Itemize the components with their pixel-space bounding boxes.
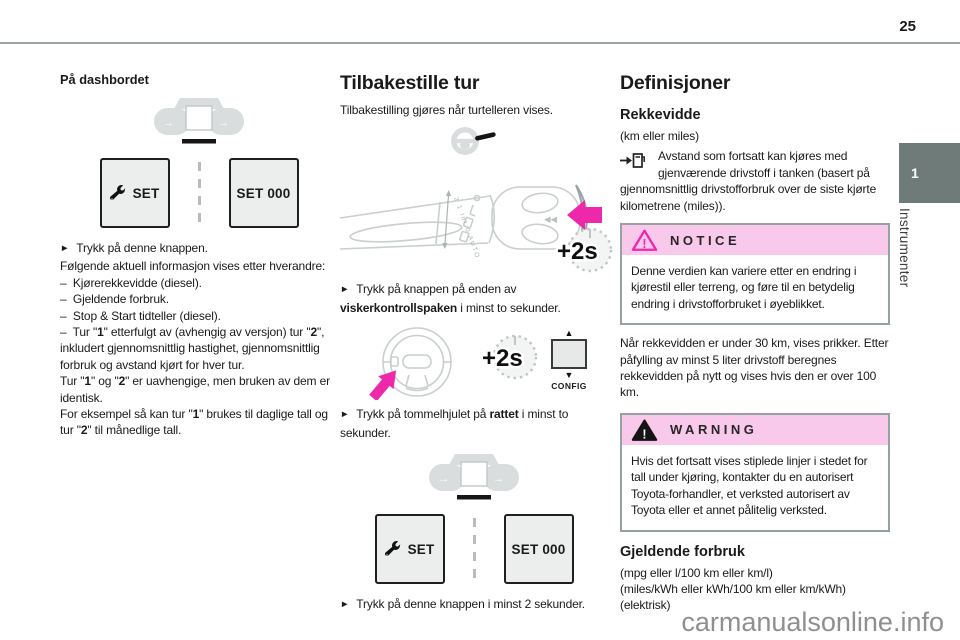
up-arrow-icon: ▲ <box>564 328 574 339</box>
text-segment: Trykk på tommelhjulet på <box>356 407 490 422</box>
right-dial-arrow: → <box>493 473 504 486</box>
subheading-current-consumption: Gjeldende forbruk <box>620 543 745 560</box>
wrench-icon <box>385 541 401 557</box>
paragraph-range-dots: Når rekkevidden er under 30 km, vises prikker. Etter påfylling av minst 5 liter drivstoff beregnes rekkevidden på nytt og vises hvis den er over 100 km. <box>620 336 889 400</box>
dashed-divider <box>473 518 476 580</box>
set-000-label: SET 000 <box>236 185 291 201</box>
config-label: CONFIG <box>551 381 587 392</box>
notice-header <box>622 225 888 255</box>
down-arrow-icon: ▼ <box>564 370 574 381</box>
step-press-button <box>60 240 338 258</box>
text-segment: " og " <box>90 374 119 389</box>
text-segment: Trykk på knappen på enden av <box>356 282 517 297</box>
set-000-button <box>229 158 299 228</box>
text-segment-bold: 2 <box>118 374 126 389</box>
left-column <box>60 72 338 439</box>
triangle-bullet: ► <box>340 284 350 296</box>
right-dial-arrow: → <box>218 117 229 129</box>
text-segment-bold: 2 <box>80 423 88 438</box>
paragraph-independent-trips <box>60 373 338 406</box>
exclaim-glyph: ! <box>642 237 647 252</box>
triangle-bullet: ► <box>340 599 350 611</box>
left-dial-arrow: → <box>163 117 174 129</box>
right-column <box>620 72 890 614</box>
text-segment: Tur " <box>60 374 85 389</box>
text-segment: " til månedlige tall. <box>87 423 182 438</box>
step-wiper-stalk <box>340 281 608 316</box>
left-dial-arrow: → <box>438 473 449 486</box>
warning-title: WARNING <box>670 422 758 438</box>
timer-2s-badge <box>479 330 539 389</box>
set-000-button <box>504 514 574 584</box>
watermark: carmanualsonline.info <box>681 607 944 637</box>
step-press-2s <box>340 596 608 614</box>
steering-wheel-figure <box>340 324 608 400</box>
paragraph-example <box>60 406 338 439</box>
text-segment: " brukes til daglige tall og tur " <box>60 407 332 438</box>
wrench-icon <box>110 185 126 201</box>
consumption-units-2: (miles/kWh eller kWh/100 km eller km/kWh) <box>620 581 846 596</box>
notice-title: NOTICE <box>670 232 741 248</box>
plus-2s-label: +2s <box>557 238 598 266</box>
text-segment-bold: 1 <box>97 325 104 340</box>
set-label: SET <box>407 541 435 557</box>
paragraph-intro: Følgende aktuell informasjon vises etter hverandre: <box>60 259 326 274</box>
text-segment: ", inkludert gjennomsnittlig hastighet, gjennomsnittlig forbruk og avstand kjørt for hver tur. <box>60 325 328 372</box>
rewind-glyph: ◀◀ <box>544 214 558 225</box>
set-button-with-wrench <box>375 514 445 584</box>
text-segment-bold: 1 <box>84 374 91 389</box>
set-buttons-row <box>340 514 608 584</box>
chapter-label-vertical: Instrumenter <box>897 208 912 288</box>
dashed-divider <box>198 162 201 224</box>
warning-triangle-icon <box>631 418 658 442</box>
warning-body: Hvis det fortsatt vises stiplede linjer i stedet for tall under kjøring, kontakter du en autorisert Toyota-forhandler, et verksted autorisert av Toyota eller et annet pålitelig verksted. <box>631 453 868 518</box>
text-segment-bold: 1 <box>192 407 200 422</box>
paragraph-trip-1-2 <box>60 324 338 373</box>
exclaim-glyph: ! <box>642 427 647 442</box>
middle-column <box>340 72 608 614</box>
section-heading-reset-trip: Tilbakestille tur <box>340 72 480 94</box>
list-item: – Kjørerekkevidde (diesel). <box>60 275 202 290</box>
set-label: SET <box>132 185 160 201</box>
wiper-stalk-figure <box>340 165 608 267</box>
range-units: (km eller miles) <box>620 129 699 143</box>
text-segment: " etterfulgt av (avhengig av versjon) tur " <box>103 325 311 340</box>
notice-box <box>620 223 890 325</box>
text-segment: i minst to sekunder. <box>340 407 569 440</box>
triangle-bullet: ► <box>60 243 70 254</box>
text-segment-bold: viskerkontrollspaken <box>340 300 458 315</box>
chapter-number: 1 <box>911 165 919 181</box>
consumption-units-1: (mpg eller l/100 km eller km/l) <box>620 565 773 580</box>
stalk-markings-label: 2 1 Int 0 AUTO <box>452 196 482 261</box>
chapter-tab <box>899 143 960 203</box>
top-rule <box>0 42 960 44</box>
section-heading-dashboard: På dashbordet <box>60 72 149 87</box>
subheading-range: Rekkevidde <box>620 107 701 123</box>
page-number: 25 <box>899 18 916 35</box>
section-heading-definitions: Definisjoner <box>620 72 731 94</box>
text-segment: For eksempel så kan tur " <box>60 407 193 422</box>
list-item: – Gjeldende forbruk. <box>60 292 169 307</box>
paragraph-reset-intro: Tilbakestilling gjøres når turtelleren vises. <box>340 103 553 117</box>
warning-header <box>622 415 888 445</box>
fuel-range-icon <box>620 148 658 173</box>
range-definition <box>620 148 890 214</box>
instrument-cluster-figure <box>340 451 608 584</box>
list-item: – Stop & Start tidteller (diesel). <box>60 308 221 323</box>
step-thumbwheel <box>340 406 608 441</box>
text-segment: Trykk på denne knappen. <box>76 241 208 255</box>
steering-wheel-outline-illustration <box>361 324 467 400</box>
triangle-bullet: ► <box>340 409 350 421</box>
thumbwheel-square <box>551 339 587 369</box>
warning-box <box>620 413 890 532</box>
instrument-cluster-figure <box>60 95 338 228</box>
plus-2s-label: +2s <box>482 345 523 373</box>
text-segment: – Tur " <box>60 325 98 340</box>
consumption-units-3: (elektrisk) <box>620 598 671 613</box>
instrument-cluster-icon <box>428 451 520 503</box>
instrument-cluster-icon <box>153 95 245 147</box>
text-segment: " er uavhengige, men bruken av dem er identisk. <box>60 374 334 405</box>
text-segment-bold: rattet <box>489 407 519 422</box>
steering-column-figure <box>340 124 608 163</box>
timer-2s-badge <box>554 223 614 282</box>
text-segment-bold: 2 <box>310 325 317 340</box>
thumbwheel-config-icon <box>551 328 587 391</box>
set-buttons-row <box>60 158 338 228</box>
text-segment: Trykk på denne knappen i minst 2 sekunder. <box>356 597 585 612</box>
notice-body: Denne verdien kan variere etter en endring i kjørestil eller terreng, og føre til en betydelig endring i drivstofforbruket i øyeblikket. <box>631 264 857 311</box>
notice-triangle-icon <box>631 228 658 252</box>
set-button-with-wrench <box>100 158 170 228</box>
set-000-label: SET 000 <box>511 541 566 557</box>
steering-wheel-icon <box>449 124 499 158</box>
text-segment: i minst to sekunder. <box>457 300 561 315</box>
text-segment: Avstand som fortsatt kan kjøres med gjenværende drivstoff i tanken (basert på gjennomsnittlig drivstofforbruk over de siste kjørte kilometrene (miles)). <box>620 149 877 213</box>
